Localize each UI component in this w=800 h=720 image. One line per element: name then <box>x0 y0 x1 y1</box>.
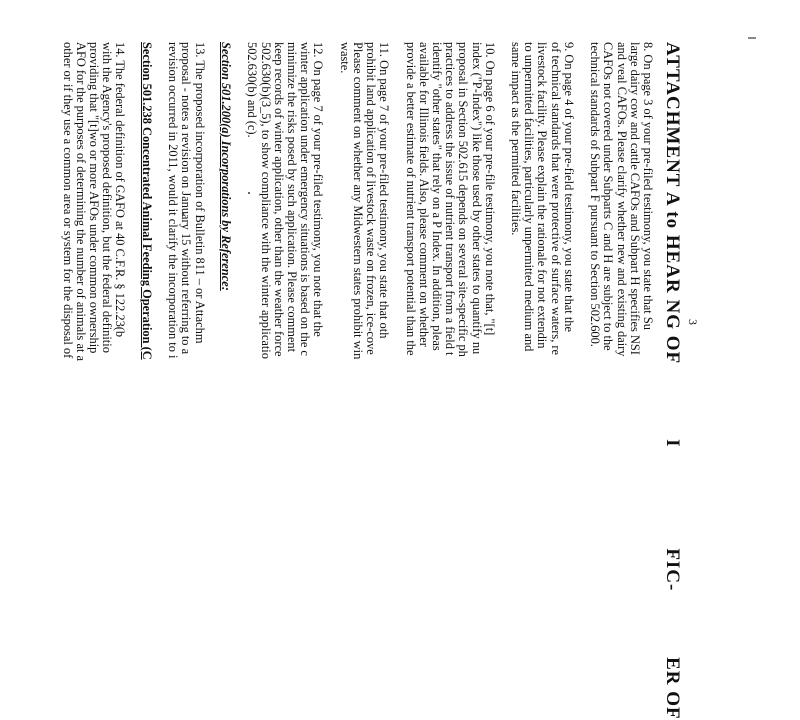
text-line: livestock facility. Please explain the rationale for not extendin <box>535 42 550 349</box>
rotated-document-content <box>40 42 700 720</box>
text-line: Please comment on whether any Midwestern states prohibit win <box>350 42 365 360</box>
text-line: CAFOs not covered under Subparts C and H are subject to the <box>601 42 616 351</box>
text-line: winter application under emergency situations is based on the c <box>298 42 313 356</box>
text-line: 8. On page 3 of your pre-filed testimony, you state that Su <box>641 42 655 330</box>
text-line: practices to address the issue of nutrient transport from a field t <box>443 42 458 356</box>
text-line: revision occurred in 2011, would it clarify the incorporation to i <box>166 42 181 359</box>
text-line: same impact as the permitted facilities. <box>509 42 524 236</box>
question-paragraph-8 <box>588 42 654 602</box>
text-line: waste. <box>337 42 352 74</box>
title-fragment: FIC- <box>662 548 683 592</box>
text-line: other or if they use a common area or system for the disposal of <box>60 42 75 359</box>
document-title-text: ATTACHMENT A to HEAR NG OF <box>662 42 683 364</box>
text-line: 502.630(b) and (c). <box>245 42 260 138</box>
question-paragraph-13 <box>166 42 206 602</box>
section-heading: Section 501.238 Concentrated Animal Feeding Operation (C <box>139 42 154 360</box>
scan-artifact-mark <box>748 37 756 39</box>
text-line: index ("P-Index") like those used by other states to quantify nu <box>469 42 484 355</box>
text-line: of technical standards that were protective of surface waters, re <box>548 42 563 356</box>
question-paragraph-14 <box>61 42 127 602</box>
text-line: identify "other states" that rely on a P Index. In addition, pleas <box>430 42 444 351</box>
text-line: 13. The proposed incorporation of Bulletin 811 – or Attachm <box>192 42 207 344</box>
page-number: 3 <box>686 319 700 325</box>
text-line: to unpermitted facilities, particularly unpermitted medium and <box>522 42 537 352</box>
text-line: 10. On page 6 of your pre-file testimony, you note that, "[t] <box>482 42 497 336</box>
text-line: proposal in Section 502.615 depends on several site-specific ph <box>456 42 471 357</box>
text-line: 14. The federal definition of CAFO at 40 C.F.R. § 122.23(b <box>113 42 128 338</box>
title-fragment: I <box>662 439 683 448</box>
text-line: minimize the risks posed by such application. Please comment <box>284 42 299 353</box>
text-line: 9. On page 4 of your pre-field testimony, you state that the <box>561 42 576 332</box>
question-paragraph-10 <box>403 42 495 602</box>
text-line: keep records of winter application, other than the weather force <box>271 42 286 357</box>
text-line: proposal - notes a revision on January 15 without referring to a <box>179 42 194 355</box>
text-line: prohibit land application of livestock waste on frozen, ice-cove <box>364 42 379 355</box>
text-line: 12. On page 7 of your pre-filed testimony, you note that the <box>311 42 326 337</box>
question-paragraph-9 <box>509 42 575 602</box>
document-body <box>48 42 654 602</box>
question-paragraph-11 <box>338 42 391 602</box>
text-line: technical standards of Subpart F pursuant to Section 502.600. <box>588 42 603 347</box>
text-line: with the Agency's proposed definition, but the federal definitio <box>100 42 115 353</box>
text-line: AFO for the purposes of determining the number of animals at a <box>73 42 88 361</box>
text-line: large dairy cow and cattle CAFOs and Subpart H specifies NSI <box>627 42 642 355</box>
text-line: and veal CAFOs. Please clarify whether new and existing dairy <box>614 42 629 357</box>
text-line: 11. On page 7 of your pre-filed testimony, you state that oth <box>377 42 392 339</box>
text-line: 502.630(b)(3_5), to show compliance with the winter applicatio <box>258 42 273 359</box>
text-line: available for Illinois fields. Also, please comment on whether <box>416 42 431 347</box>
document-title <box>660 42 684 720</box>
question-paragraph-12 <box>245 42 324 602</box>
title-fragment: ER OF <box>662 657 683 720</box>
text-line: provide a better estimate of nutrient transport potential than the <box>403 42 418 356</box>
section-heading: Section 501.200(a) Incorporations by Reference: <box>219 42 233 291</box>
text-line: providing that "[t]wo or more AFOs under common ownership <box>87 42 102 354</box>
